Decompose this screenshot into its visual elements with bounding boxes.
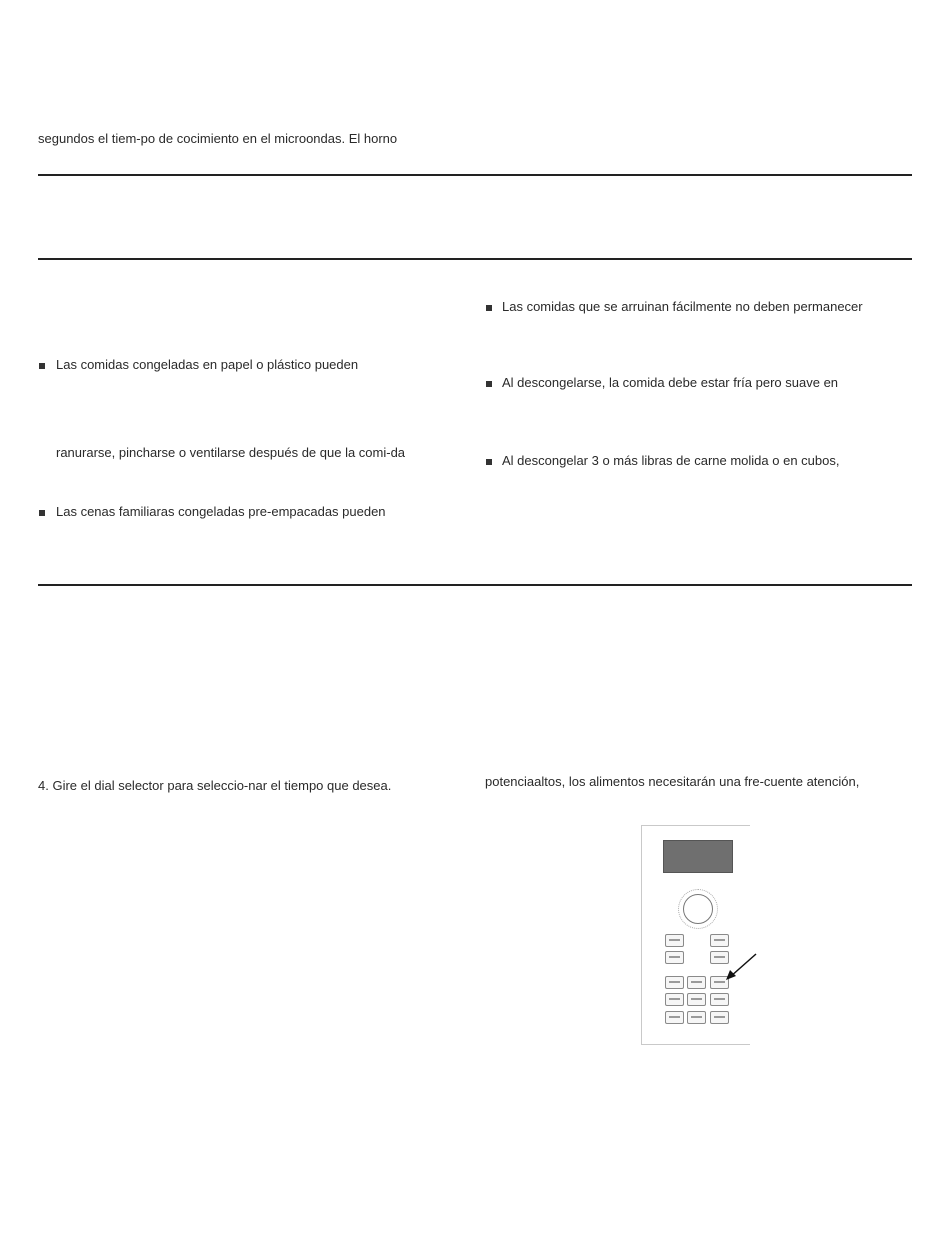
right-bullet-1: Las comidas que se arruinan fácilmente no deben permanecer	[502, 299, 863, 314]
selector-dial-icon	[683, 894, 713, 924]
divider-1	[38, 174, 912, 176]
panel-key	[687, 993, 706, 1006]
right-bullet-3: Al descongelar 3 o más libras de carne molida o en cubos,	[502, 453, 840, 468]
bullet-square-icon	[486, 381, 492, 387]
top-text-line: segundos el tiem-po de cocimiento en el microondas. El horno	[38, 131, 398, 146]
bullet-square-icon	[39, 363, 45, 369]
panel-key	[687, 1011, 706, 1024]
right-potencia-text: potenciaaltos, los alimentos necesitarán una fre-cuente atención,	[485, 774, 860, 789]
bullet-square-icon	[39, 510, 45, 516]
panel-key	[665, 993, 684, 1006]
divider-3	[38, 584, 912, 586]
panel-key	[710, 1011, 729, 1024]
left-bullet-1: Las comidas congeladas en papel o plástico pueden	[56, 357, 359, 372]
panel-display	[663, 840, 733, 873]
pointer-arrow-icon	[724, 952, 758, 982]
panel-key	[687, 976, 706, 989]
panel-key	[665, 976, 684, 989]
microwave-control-panel-icon	[641, 825, 750, 1045]
panel-key	[710, 934, 729, 947]
right-bullet-2: Al descongelarse, la comida debe estar fría pero suave en	[502, 375, 839, 390]
divider-2	[38, 258, 912, 260]
left-bullet-2: Las cenas familiaras congeladas pre-empacadas pueden	[56, 504, 386, 519]
panel-key	[710, 993, 729, 1006]
panel-key	[665, 951, 684, 964]
left-continuation-1: ranurarse, pincharse o ventilarse después de que la comi-da	[56, 445, 406, 460]
panel-key	[665, 934, 684, 947]
panel-key	[665, 1011, 684, 1024]
step-4-text: 4. Gire el dial selector para seleccio-nar el tiempo que desea.	[38, 778, 392, 793]
bullet-square-icon	[486, 305, 492, 311]
bullet-square-icon	[486, 459, 492, 465]
